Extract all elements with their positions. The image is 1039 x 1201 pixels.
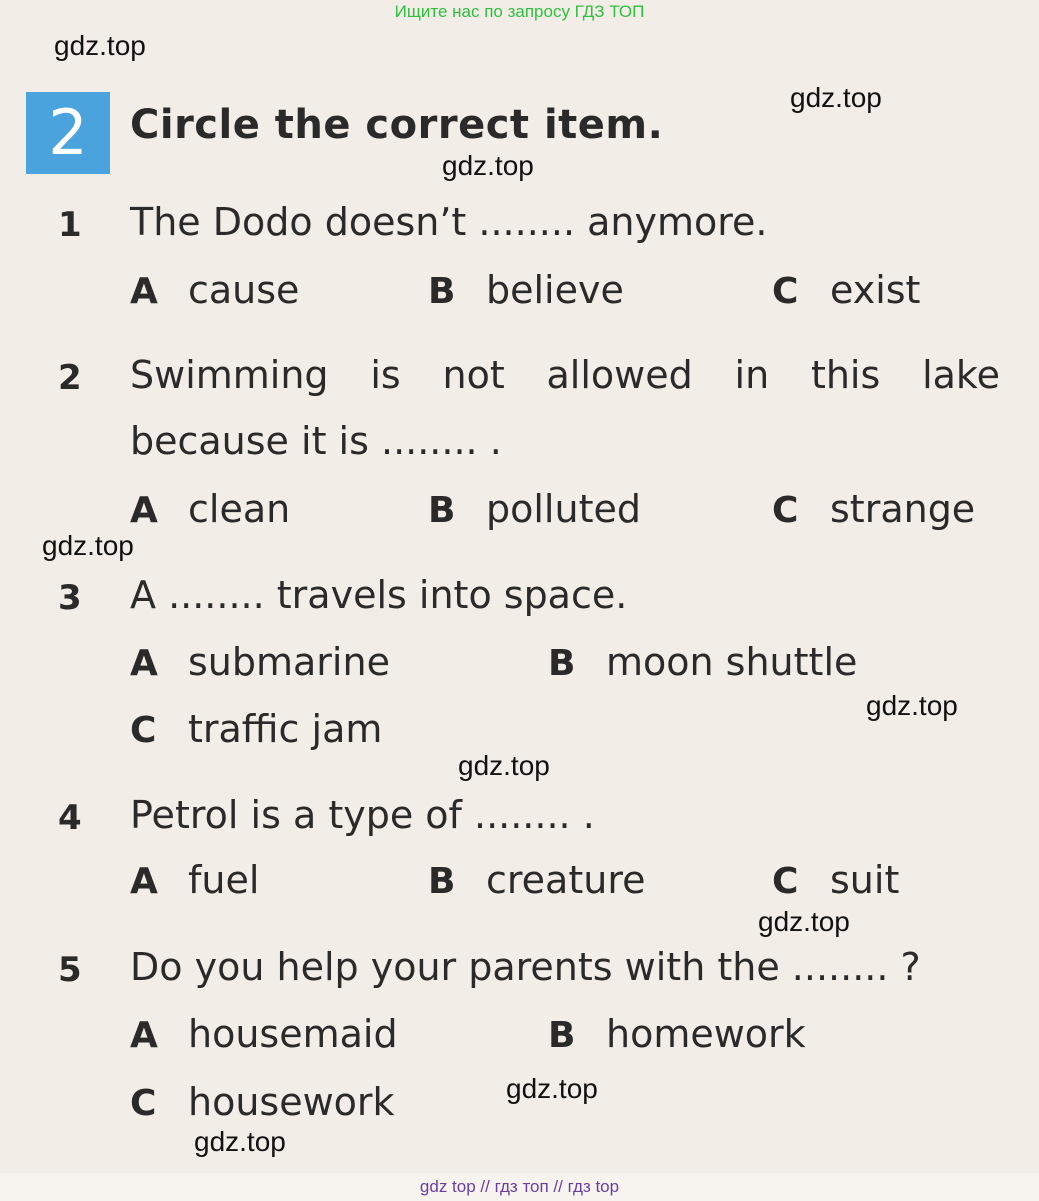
- watermark: gdz.top: [506, 1073, 598, 1104]
- option-letter: B: [428, 861, 456, 902]
- option-c[interactable]: [772, 487, 975, 531]
- watermark: gdz.top: [442, 150, 534, 181]
- bottom-banner[interactable]: gdz top // гдз топ // гдз top: [0, 1173, 1039, 1201]
- word: Swimming: [130, 353, 329, 397]
- option-letter: C: [772, 271, 799, 312]
- option-letter: C: [130, 710, 157, 751]
- exercise-title: Circle the correct item.: [130, 102, 664, 148]
- option-letter: A: [130, 1015, 158, 1056]
- option-text: polluted: [486, 487, 641, 531]
- question-text: The Dodo doesn’t ........ anymore.: [130, 200, 768, 244]
- option-letter: C: [130, 1083, 157, 1124]
- option-text: fuel: [188, 858, 260, 902]
- word: is: [370, 353, 401, 397]
- option-text: strange: [830, 487, 976, 531]
- option-text: housemaid: [188, 1012, 398, 1056]
- option-letter: B: [428, 271, 456, 312]
- option-letter: C: [772, 861, 799, 902]
- option-a[interactable]: [130, 640, 390, 684]
- watermark: gdz.top: [866, 690, 958, 721]
- option-letter: B: [548, 1015, 576, 1056]
- option-a[interactable]: [130, 487, 290, 531]
- option-a[interactable]: [130, 1012, 398, 1056]
- question-number: 5: [58, 950, 82, 990]
- option-c[interactable]: [130, 707, 382, 751]
- word: allowed: [546, 353, 693, 397]
- word: in: [734, 353, 770, 397]
- option-text: exist: [830, 268, 921, 312]
- question-number: 3: [58, 578, 82, 618]
- option-letter: A: [130, 490, 158, 531]
- option-letter: A: [130, 861, 158, 902]
- option-c[interactable]: [772, 268, 920, 312]
- option-b[interactable]: [548, 640, 857, 684]
- option-text: cause: [188, 268, 300, 312]
- option-c[interactable]: [130, 1080, 395, 1124]
- option-letter: B: [428, 490, 456, 531]
- question-number: 4: [58, 798, 82, 838]
- option-text: housework: [188, 1080, 395, 1124]
- watermark: gdz.top: [42, 530, 134, 561]
- option-b[interactable]: [548, 1012, 806, 1056]
- option-text: suit: [830, 858, 900, 902]
- option-text: believe: [486, 268, 624, 312]
- word: not: [442, 353, 505, 397]
- watermark: gdz.top: [758, 906, 850, 937]
- exercise-number-badge: 2: [26, 92, 110, 174]
- option-text: clean: [188, 487, 291, 531]
- option-b[interactable]: [428, 487, 641, 531]
- word: this: [810, 353, 881, 397]
- question-number: 2: [58, 358, 82, 398]
- option-text: creature: [486, 858, 646, 902]
- option-a[interactable]: [130, 858, 259, 902]
- option-letter: A: [130, 643, 158, 684]
- option-letter: A: [130, 271, 158, 312]
- question-number: 1: [58, 205, 82, 245]
- watermark: gdz.top: [790, 82, 882, 113]
- option-letter: B: [548, 643, 576, 684]
- option-letter: C: [772, 490, 799, 531]
- option-text: submarine: [188, 640, 390, 684]
- question-text: A ........ travels into space.: [130, 573, 628, 617]
- option-text: traffic jam: [188, 707, 383, 751]
- question-text-line-1: [130, 353, 1000, 397]
- question-text-line-2: because it is ........ .: [130, 419, 502, 463]
- option-b[interactable]: [428, 268, 624, 312]
- question-text: Petrol is a type of ........ .: [130, 793, 595, 837]
- question-text: Do you help your parents with the ........ ?: [130, 945, 921, 989]
- watermark: gdz.top: [194, 1126, 286, 1157]
- option-b[interactable]: [428, 858, 646, 902]
- option-text: moon shuttle: [606, 640, 858, 684]
- top-banner[interactable]: Ищите нас по запросу ГДЗ ТОП: [394, 2, 645, 21]
- word: lake: [922, 353, 1000, 397]
- watermark: gdz.top: [458, 750, 550, 781]
- option-text: homework: [606, 1012, 806, 1056]
- option-c[interactable]: [772, 858, 899, 902]
- option-a[interactable]: [130, 268, 299, 312]
- watermark: gdz.top: [54, 30, 146, 61]
